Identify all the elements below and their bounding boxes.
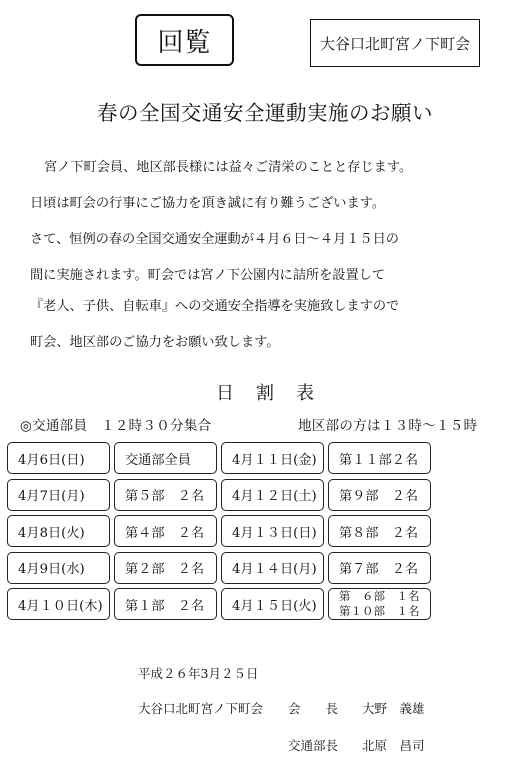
circulation-label: 回覧	[135, 14, 234, 66]
district-note: 地区部の方は１３時～１５時	[298, 418, 478, 434]
body-line-4: 間に実施されます。町会では宮ノ下公園内に詰所を設置して	[30, 268, 386, 283]
schedule-cell-team1: 交通部全員	[114, 442, 217, 474]
schedule-team-line: 第１０部 １名	[339, 604, 420, 618]
schedule-cell-team2	[328, 588, 431, 620]
schedule-cell-date2: 4月１３日(日)	[221, 515, 324, 547]
schedule-cell-team1: 第４部 ２名	[114, 515, 217, 547]
schedule-cell-date1: 4月7日(月)	[7, 479, 110, 511]
schedule-cell-team2	[328, 479, 431, 511]
schedule-cell-date1: 4月8日(火)	[7, 515, 110, 547]
schedule-cell-date2: 4月１５日(火)	[221, 588, 324, 620]
schedule-cell-team2	[328, 515, 431, 547]
body-line-6: 町会、地区部のご協力をお願い致します。	[30, 335, 280, 350]
schedule-cell-date2: 4月１２日(土)	[221, 479, 324, 511]
body-line-2: 日頃は町会の行事にご協力を頂き誠に有り難うございます。	[30, 196, 386, 211]
organization-box: 大谷口北町宮ノ下町会	[310, 19, 480, 67]
body-line-3: さて、恒例の春の全国交通安全運動が４月６日～４月１５日の	[30, 232, 399, 247]
page-title: 春の全国交通安全運動実施のお願い	[97, 101, 433, 125]
sender-name: 大野 義雄	[362, 701, 425, 716]
schedule-cell-date2: 4月１１日(金)	[221, 442, 324, 474]
issue-date: 平成２６年3月２５日	[138, 666, 259, 681]
schedule-cell-team1: 第１部 ２名	[114, 588, 217, 620]
traffic-chief-name: 北原 昌司	[362, 738, 425, 753]
sender-title: 会 長	[288, 701, 339, 716]
schedule-team-line: 第７部 ２名	[339, 562, 419, 577]
schedule-team-line: 第１１部２名	[339, 452, 419, 468]
schedule-team-line: 第８部 ２名	[339, 525, 419, 541]
schedule-team-line: 第９部 ２名	[339, 489, 419, 504]
schedule-cell-date1: 4月１０日(木)	[7, 588, 110, 620]
schedule-cell-date1: 4月9日(水)	[7, 552, 110, 584]
schedule-cell-team2	[328, 442, 431, 474]
traffic-member-note: ◎交通部員 １２時３０分集合	[20, 418, 212, 434]
schedule-title: 日割表	[216, 383, 336, 404]
schedule-cell-team1: 第５部 ２名	[114, 479, 217, 511]
schedule-cell-team2	[328, 552, 431, 584]
traffic-chief-title: 交通部長	[288, 738, 339, 753]
body-line-5: 『老人、子供、自転車』への交通安全指導を実施致しますので	[30, 299, 400, 314]
schedule-cell-date1: 4月6日(日)	[7, 442, 110, 474]
body-line-1: 宮ノ下町会員、地区部長様には益々ご清栄のことと存じます。	[44, 160, 413, 175]
schedule-cell-date2: 4月１４日(月)	[221, 552, 324, 584]
schedule-team-line: 第 ６部 １名	[339, 589, 420, 603]
schedule-cell-team1: 第２部 ２名	[114, 552, 217, 584]
sender-organization: 大谷口北町宮ノ下町会	[138, 701, 264, 716]
